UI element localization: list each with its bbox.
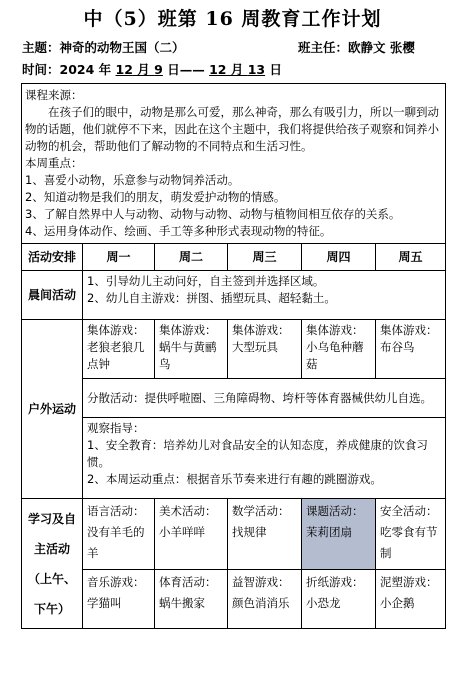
guidance-item: 1、安全教育：培养幼儿对食品安全的认知态度，养成健康的饮食习惯。: [87, 438, 428, 469]
guidance-label: 观察指导：: [87, 421, 145, 435]
activity-name: 颜色消消乐: [232, 596, 290, 610]
activity-type: 美术活动：: [159, 504, 217, 518]
game-type: 集体游戏：: [87, 323, 145, 337]
plan-table: [21, 83, 446, 629]
time-end-day: 13: [247, 62, 266, 77]
focus-item: 1、喜爱小动物，乐意参与动物饲养活动。: [25, 173, 240, 187]
outdoor-game-wed: [228, 320, 302, 379]
learning-thu-2: [302, 570, 376, 629]
learning-mon-1: [83, 499, 155, 570]
intro-cell: [22, 84, 446, 244]
theme-value: 神奇的动物王国（二）: [59, 40, 185, 55]
teacher-value: 欧静文 张樱: [348, 40, 415, 55]
morning-content: [83, 271, 446, 320]
focus-item: 2、知道动物是我们的朋友，萌发爱护动物的情感。: [25, 190, 286, 204]
learning-label: [22, 499, 83, 629]
focus-label: 本周重点：: [25, 156, 83, 170]
outdoor-game-fri: [376, 320, 446, 379]
activity-type: 数学活动：: [232, 504, 290, 518]
activity-type: 课题活动：: [306, 504, 364, 518]
game-type: 集体游戏：: [232, 323, 290, 337]
activity-name: 学猫叫: [87, 596, 122, 610]
learning-wed-2: [228, 570, 302, 629]
learning-tue-1: [155, 499, 228, 570]
header-theme-row: [22, 38, 442, 56]
learning-label-line: 主活动: [33, 541, 70, 556]
morning-row: [22, 271, 446, 320]
outdoor-label: 户外运动: [22, 320, 83, 499]
learning-tue-2: [155, 570, 228, 629]
morning-line: 1、引导幼儿主动问好，自主签到并选择区域。: [87, 274, 325, 288]
day-tuesday: 周二: [155, 244, 228, 271]
activity-type: 折纸游戏：: [306, 575, 364, 589]
activity-name: 小恐龙: [306, 596, 341, 610]
outdoor-scatter: 分散活动：提供呼啦圈、三角障碍物、垮杆等体育器械供幼儿自选。: [83, 379, 446, 418]
activity-type: 安全活动：: [380, 504, 438, 518]
learning-fri-2: [376, 570, 446, 629]
activity-name: 吃零食有节制: [380, 525, 438, 560]
game-type: 集体游戏：: [159, 323, 217, 337]
time-mid: 日——: [162, 62, 210, 77]
game-name: 老狼老狼几点钟: [87, 340, 145, 371]
activity-type: 体育活动：: [159, 575, 217, 589]
game-name: 小乌龟种蘑菇: [306, 340, 364, 371]
outdoor-games-row: [22, 320, 446, 379]
learning-row-2: [22, 570, 446, 629]
learning-fri-1: [376, 499, 446, 570]
game-type: 集体游戏：: [306, 323, 364, 337]
learning-row-1: [22, 499, 446, 570]
activity-name: 小企鹅: [380, 596, 415, 610]
time-label: 时间：: [22, 62, 60, 77]
time-end-text: 日: [265, 62, 282, 77]
learning-label-line: 下午）: [33, 601, 70, 616]
outdoor-scatter-row: [22, 379, 446, 418]
activity-name: 小羊咩咩: [159, 525, 205, 539]
learning-thu-1: [302, 499, 376, 570]
source-text: 在孩子们的眼中，动物是那么可爱，那么神奇，那么有吸引力，所以一聊到动物的话题，他们就停不下来，因此在这个主题中，我们将提供给孩子观察和饲养小动物的机会，帮助他们了解动物的不同特点和生活习性。: [25, 105, 439, 153]
activity-name: 找规律: [232, 525, 267, 539]
outdoor-guidance-row: [22, 418, 446, 499]
intro-row: [22, 84, 446, 244]
day-monday: 周一: [83, 244, 155, 271]
source-label: 课程来源：: [25, 88, 83, 102]
day-wednesday: 周三: [228, 244, 302, 271]
time-end-month: 12: [209, 62, 227, 77]
day-friday: 周五: [376, 244, 446, 271]
time-start-month: 12: [115, 62, 133, 77]
activity-name: 蜗牛搬家: [159, 596, 205, 610]
teacher-label: 班主任：: [298, 40, 349, 55]
game-name: 大型玩具: [232, 340, 278, 354]
learning-label-line: 学习及自: [27, 511, 76, 526]
activity-arrangement-header: 活动安排: [22, 244, 83, 271]
theme-label: 主题：: [22, 40, 60, 55]
outdoor-game-mon: [83, 320, 155, 379]
outdoor-guidance: [83, 418, 446, 499]
activity-type: 泥塑游戏：: [380, 575, 438, 589]
learning-mon-2: [83, 570, 155, 629]
morning-line: 2、幼儿自主游戏：拼图、插塑玩具、超轻黏土。: [87, 291, 336, 305]
morning-label: 晨间活动: [22, 271, 83, 320]
time-month-text-2: 月: [226, 62, 248, 77]
activity-name: 没有羊毛的羊: [87, 525, 145, 560]
day-header-row: [22, 244, 446, 271]
guidance-item: 2、本周运动重点：根据音乐节奏来进行有趣的跳圈游戏。: [87, 472, 382, 486]
time-start-day: 9: [154, 62, 163, 77]
focus-item: 3、了解自然界中人与动物、动物与动物、动物与植物间相互依存的关系。: [25, 207, 401, 221]
time-year: 2024 年: [59, 62, 116, 77]
activity-name: 茉莉团扇: [306, 525, 352, 539]
outdoor-game-thu: [302, 320, 376, 379]
game-type: 集体游戏：: [380, 323, 438, 337]
teacher-info: [298, 38, 415, 56]
activity-type: 语言活动：: [87, 504, 145, 518]
game-name: 蜗牛与黄鹂鸟: [159, 340, 217, 371]
game-name: 布谷鸟: [380, 340, 415, 354]
time-month-text: 月: [132, 62, 155, 77]
focus-item: 4、运用身体动作、绘画、手工等多种形式表现动物的特征。: [25, 224, 332, 238]
page-title: 中（5）班第 16 周教育工作计划: [83, 8, 382, 30]
learning-wed-1: [228, 499, 302, 570]
day-thursday: 周四: [302, 244, 376, 271]
learning-label-line: （上午、: [27, 571, 76, 586]
activity-type: 音乐游戏：: [87, 575, 145, 589]
outdoor-game-tue: [155, 320, 228, 379]
header-time-row: [22, 60, 282, 78]
activity-type: 益智游戏：: [232, 575, 290, 589]
